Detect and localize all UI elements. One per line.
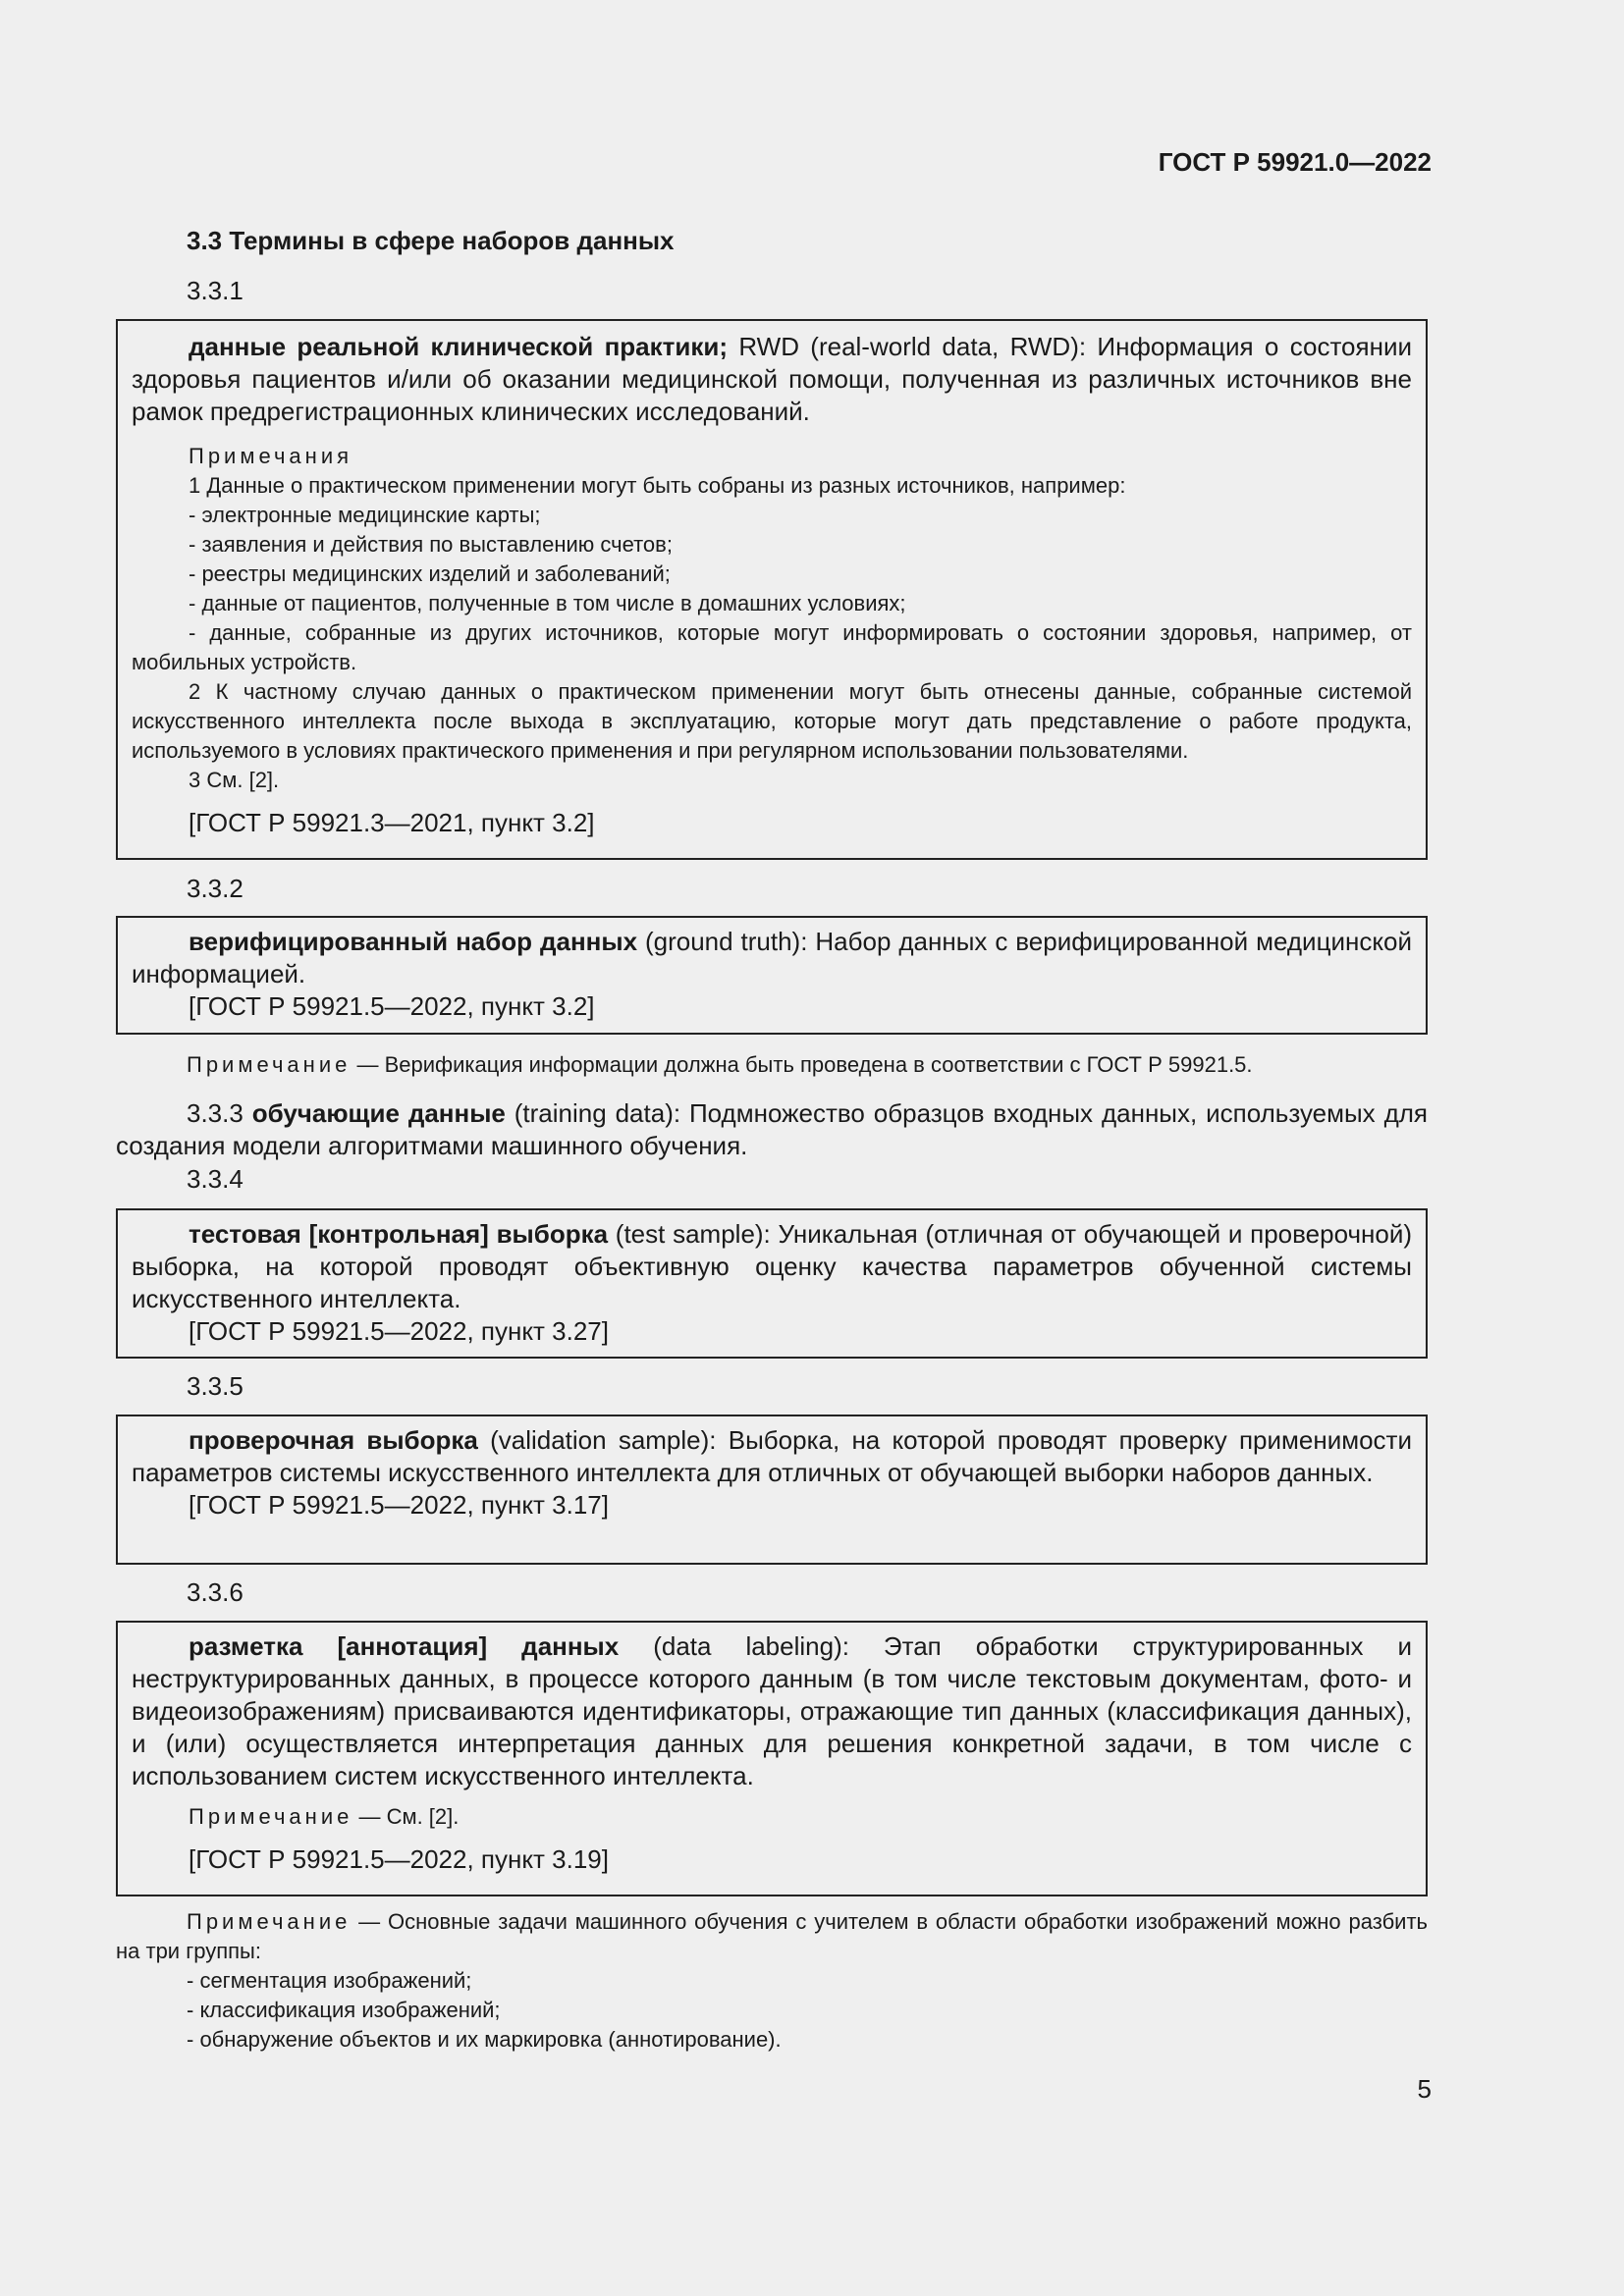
note-item: - заявления и действия по выставлению счетов;: [189, 532, 673, 557]
term-number: 3.3.1: [187, 276, 244, 305]
term-name: данные реальной клинической практики;: [189, 332, 729, 361]
term-box-335: [116, 1415, 1428, 1565]
term-box-331: [116, 319, 1428, 860]
source-reference: [ГОСТ Р 59921.5—2022, пункт 3.2]: [189, 991, 595, 1021]
term-text: (training data): Подмножество образцов входных данных, используемых для создания модели алгоритмами машинного обучения.: [116, 1098, 1428, 1160]
term-name: проверочная выборка: [189, 1425, 478, 1455]
term-definition: [132, 1630, 1412, 1792]
term-text: RWD (real-world data, RWD): Информация о состоянии здоровья пациентов и/или об оказании медицинской помощи, полученная из различных источников вне рамок предрегистрационных клинических исследований.: [132, 332, 1413, 426]
term-box-336: [116, 1621, 1428, 1896]
note-label: Примечание: [187, 1909, 352, 1934]
note-item: 3 См. [2].: [189, 768, 280, 792]
document-id: ГОСТ Р 59921.0—2022: [1158, 147, 1432, 177]
term-name: обучающие данные: [251, 1098, 506, 1128]
page-number: 5: [1417, 2074, 1432, 2104]
term-number: 3.3.5: [187, 1371, 244, 1401]
notes-heading: Примечания: [189, 444, 353, 468]
document-page: [116, 0, 1432, 2296]
term-number: 3.3.3: [187, 1098, 244, 1128]
note-label: Примечание: [187, 1052, 352, 1077]
term-name: разметка [аннотация] данных: [189, 1631, 620, 1661]
note-item: - реестры медицинских изделий и заболеваний;: [189, 561, 671, 586]
term-text: (ground truth): Набор данных с верифицированной медицинской информацией.: [132, 927, 1412, 988]
term-note: [116, 1050, 1428, 1080]
note-text: — См. [2].: [352, 1804, 460, 1829]
source-reference: [ГОСТ Р 59921.5—2022, пункт 3.17]: [189, 1490, 609, 1520]
note-label: Примечание: [189, 1804, 353, 1829]
term-number: 3.3.2: [187, 874, 244, 903]
note-item: - электронные медицинские карты;: [189, 503, 541, 527]
term-number: 3.3.6: [187, 1577, 244, 1607]
source-reference: [ГОСТ Р 59921.5—2022, пункт 3.19]: [189, 1844, 609, 1874]
note-item: - обнаружение объектов и их маркировка (аннотирование).: [187, 2027, 782, 2052]
term-text: (test sample): Уникальная (отличная от обучающей и проверочной) выборка, на которой проводят объективную оценку качества параметров обученной системы искусственного интеллекта.: [132, 1219, 1412, 1313]
note-item: - данные от пациентов, полученные в том числе в домашних условиях;: [189, 591, 906, 615]
source-reference: [ГОСТ Р 59921.5—2022, пункт 3.27]: [189, 1316, 609, 1346]
term-name: верифицированный набор данных: [189, 927, 638, 956]
term-box-334: [116, 1208, 1428, 1359]
note-text: — Верификация информации должна быть проведена в соответствии с ГОСТ Р 59921.5.: [351, 1052, 1253, 1077]
term-number: 3.3.4: [187, 1164, 244, 1194]
note-item: 2 К частному случаю данных о практическом применении могут быть отнесены данные, собранные системой искусственного интеллекта после выхода в эксплуатацию, которые могут дать представление о работе продукта, используемого в условиях практического применения и при регулярном использовании пользователями.: [132, 679, 1412, 763]
term-333: [116, 1097, 1428, 1162]
term-name: тестовая [контрольная] выборка: [189, 1219, 609, 1249]
section-title: 3.3 Термины в сфере наборов данных: [187, 226, 675, 255]
note-item: - сегментация изображений;: [187, 1968, 472, 1993]
source-reference: [ГОСТ Р 59921.3—2021, пункт 3.2]: [189, 808, 595, 837]
note-item: 1 Данные о практическом применении могут быть собраны из разных источников, например:: [189, 473, 1126, 498]
term-box-332: [116, 916, 1428, 1035]
term-definition: [132, 1218, 1412, 1315]
term-definition: [132, 926, 1412, 990]
term-text: (validation sample): Выборка, на которой проводят проверку применимости параметров системы искусственного интеллекта для отличных от обучающей выборки наборов данных.: [132, 1425, 1412, 1487]
final-note: [116, 1907, 1428, 2055]
note-item: - данные, собранные из других источников, которые могут информировать о состоянии здоровья, например, от мобильных устройств.: [132, 620, 1412, 674]
note-item: - классификация изображений;: [187, 1998, 501, 2022]
note-text: — Основные задачи машинного обучения с учителем в области обработки изображений можно разбить на три группы:: [116, 1909, 1428, 1963]
term-definition: [132, 1424, 1412, 1489]
term-text: (data labeling): Этап обработки структурированных и неструктурированных данных, в процессе которого данным (в том числе текстовым документам, фото- и видеоизображениям) присваиваются идентификаторы, отражающие тип данных (классификация данных), и (или) осуществляется интерпретация данных для решения конкретной задачи, в том числе с использованием систем искусственного интеллекта.: [132, 1631, 1413, 1790]
term-definition: [132, 331, 1412, 428]
